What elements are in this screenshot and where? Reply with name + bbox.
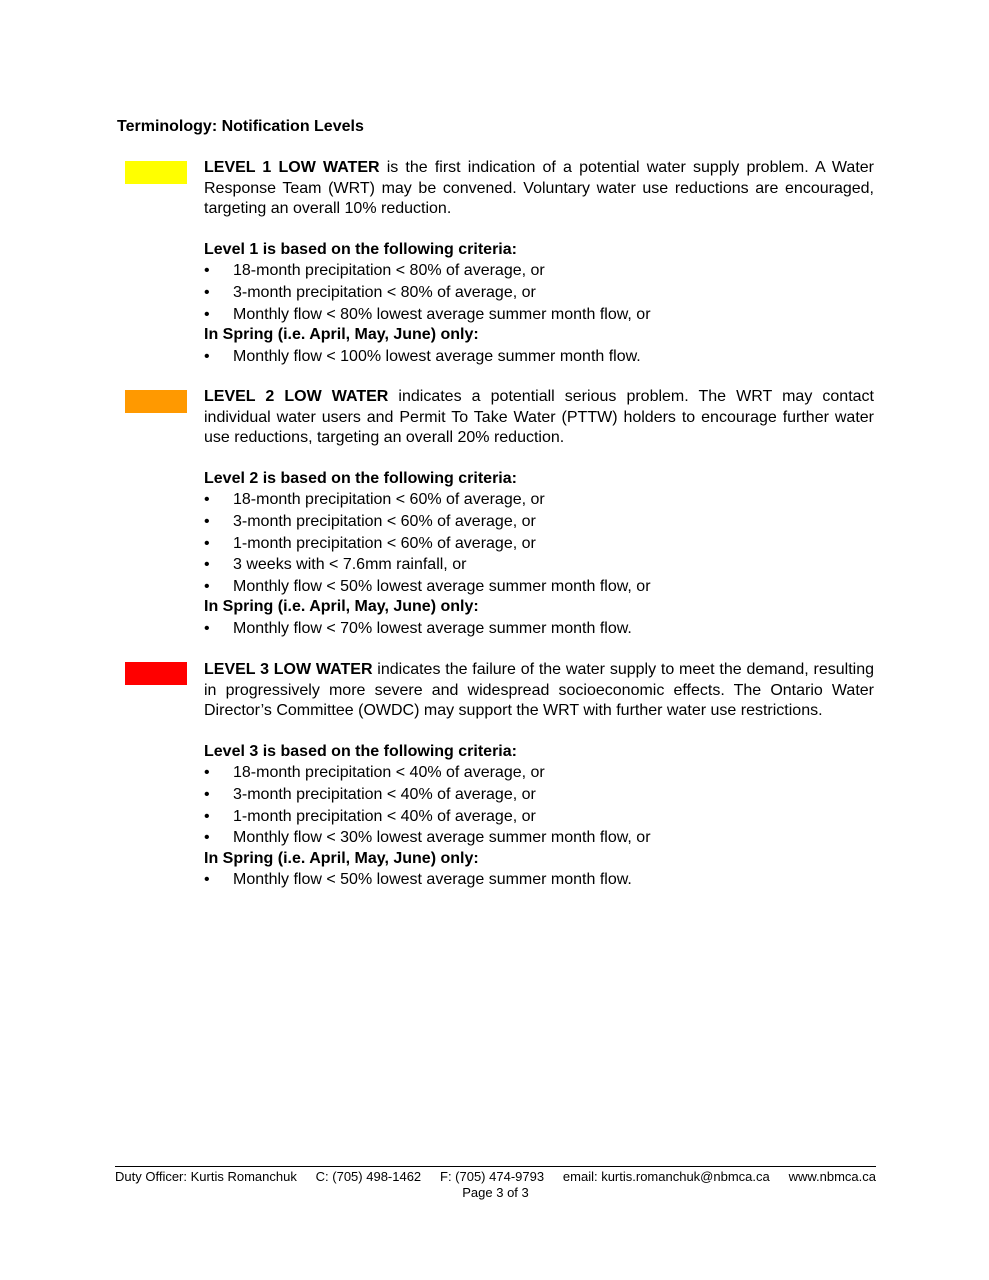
list-item: • 3-month precipitation < 60% of average, or <box>204 511 874 533</box>
bullet-icon: • <box>204 619 210 637</box>
bullet-icon: • <box>204 512 210 530</box>
bullet-icon: • <box>204 556 210 574</box>
list-item: • 18-month precipitation < 60% of average, or <box>204 489 874 511</box>
bullet-icon: • <box>204 807 210 825</box>
list-item: • Monthly flow < 70% lowest average summer month flow. <box>204 618 874 640</box>
level-1-title: LEVEL 1 LOW WATER <box>204 159 380 176</box>
level-3-description: LEVEL 3 LOW WATER indicates the failure of the water supply to meet the demand, resulting in progressively more severe and widespread socioeconomic effects. The Ontario Water Director’s Committee (OWDC) may support the WRT with further water use restrictions. <box>204 661 874 720</box>
level-1-spring-title: In Spring (i.e. April, May, June) only: <box>204 326 479 344</box>
list-item: • Monthly flow < 30% lowest average summer month flow, or <box>204 827 874 849</box>
level-3-text <box>204 660 874 891</box>
list-item: • 3-month precipitation < 80% of average, or <box>204 282 874 304</box>
footer-duty-officer: Duty Officer: Kurtis Romanchuk <box>115 1169 297 1184</box>
level-3-spring-list <box>204 869 874 891</box>
list-item: • Monthly flow < 100% lowest average summer month flow. <box>204 346 874 368</box>
list-item: • Monthly flow < 50% lowest average summer month flow. <box>204 869 874 891</box>
level-1-criteria-list <box>204 260 874 325</box>
level-2-text <box>204 387 874 640</box>
bullet-icon: • <box>204 534 210 552</box>
level-3-criteria-title: Level 3 is based on the following criteria: <box>204 742 517 760</box>
level-3-spring-title: In Spring (i.e. April, May, June) only: <box>204 849 479 867</box>
level-1-text <box>204 158 874 367</box>
list-item: • 3-month precipitation < 40% of average, or <box>204 784 874 806</box>
bullet-icon: • <box>204 262 210 280</box>
bullet-icon: • <box>204 577 210 595</box>
list-item: • 18-month precipitation < 80% of average, or <box>204 260 874 282</box>
list-item: • 1-month precipitation < 60% of average, or <box>204 533 874 555</box>
level-2-criteria-title: Level 2 is based on the following criteria: <box>204 469 517 487</box>
level-1-description: LEVEL 1 LOW WATER is the first indication of a potential water supply problem. A Water Response Team (WRT) may be convened. Voluntary water use reductions are encouraged, targeting an overall 10% reduction. <box>204 159 874 218</box>
footer-contact-row <box>115 1169 876 1185</box>
level-1-spring-list <box>204 346 874 368</box>
level-2-spring-list <box>204 618 874 640</box>
bullet-icon: • <box>204 491 210 509</box>
level-2-spring-title: In Spring (i.e. April, May, June) only: <box>204 598 479 616</box>
level-2-title: LEVEL 2 LOW WATER <box>204 388 389 405</box>
footer-page-number: Page 3 of 3 <box>462 1185 529 1200</box>
level-2-criteria-list <box>204 489 874 597</box>
bullet-icon: • <box>204 829 210 847</box>
bullet-icon: • <box>204 305 210 323</box>
list-item: • Monthly flow < 80% lowest average summer month flow, or <box>204 304 874 326</box>
level-2-color-swatch <box>125 390 187 413</box>
page-footer <box>115 1169 876 1201</box>
list-item: • 1-month precipitation < 40% of average, or <box>204 806 874 828</box>
level-3-title: LEVEL 3 LOW WATER <box>204 661 373 678</box>
level-3-color-swatch <box>125 662 187 685</box>
level-1-criteria-title: Level 1 is based on the following criteria: <box>204 240 517 258</box>
footer-fax: F: (705) 474-9793 <box>440 1169 545 1184</box>
level-3-criteria-list <box>204 762 874 848</box>
level-2-description: LEVEL 2 LOW WATER indicates a potentiall serious problem. The WRT may contact individual water users and Permit To Take Water (PTTW) holders to encourage further water use reductions, targeting an overall 20% reduction. <box>204 388 874 447</box>
footer-website: www.nbmca.ca <box>788 1169 876 1184</box>
list-item: • Monthly flow < 50% lowest average summer month flow, or <box>204 576 874 598</box>
footer-email: email: kurtis.romanchuk@nbmca.ca <box>562 1169 770 1184</box>
list-item: • 3 weeks with < 7.6mm rainfall, or <box>204 554 874 576</box>
bullet-icon: • <box>204 871 210 889</box>
list-item: • 18-month precipitation < 40% of average, or <box>204 762 874 784</box>
bullet-icon: • <box>204 785 210 803</box>
bullet-icon: • <box>204 764 210 782</box>
bullet-icon: • <box>204 283 210 301</box>
level-1-color-swatch <box>125 161 187 184</box>
bullet-icon: • <box>204 347 210 365</box>
footer-cell-phone: C: (705) 498-1462 <box>315 1169 422 1184</box>
footer-divider <box>115 1166 876 1167</box>
section-heading: Terminology: Notification Levels <box>117 118 364 135</box>
